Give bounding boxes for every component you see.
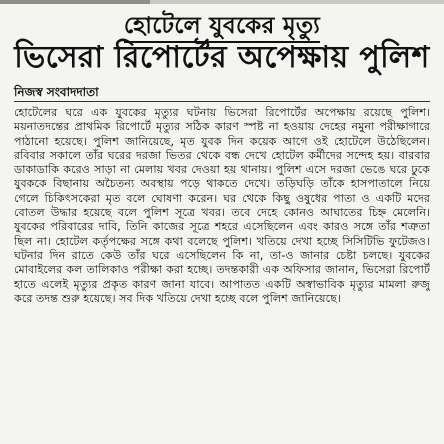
byline-divider	[14, 101, 430, 102]
article-kicker	[0, 12, 444, 43]
article-byline: নিজস্ব সংবাদদাতা	[14, 85, 99, 99]
top-divider-accent	[0, 0, 150, 4]
article-body: হোটেলের ঘরে এক যুবকের মৃত্যুর ঘটনায় ভিসেরা রিপোর্টের অপেক্ষায় রয়েছে পুলিশ। ময়নাতদন্তের প্রাথমিক রিপোর্টে মৃত্যুর সঠিক কারণ স্পষ্ট না হওয়ায় দেহের নমুনা পরীক্ষাগারে পাঠানো হয়েছে। পুলিশ জানিয়েছে, মৃত যুবক দিন কয়েক আগে ওই হোটেলে উঠেছিলেন। রবিবার সকালে তাঁর ঘরের দরজা ভিতর থেকে বন্ধ দেখে হোটেল কর্মীদের সন্দেহ হয়। বারবার ডাকাডাকি করেও সাড়া না মেলায় খবর দেওয়া হয় থানায়। পুলিশ এসে দরজা ভেঙে ঘরে ঢুকে যুবককে বিছানায় অচৈতন্য অবস্থায় পড়ে থাকতে দেখে। তড়িঘড়ি তাঁকে হাসপাতালে নিয়ে গেলে চিকিৎসকেরা মৃত বলে ঘোষণা করেন। ঘর থেকে কিছু ওষুধের পাতা ও একটি মদের বোতল উদ্ধার হয়েছে বলে পুলিশ সূত্রে খবর। তবে দেহে কোনও আঘাতের চিহ্ন মেলেনি। যুবকের পরিবারের দাবি, তিনি কাজের সূত্রে শহরে এসেছিলেন এবং কারও সঙ্গে তাঁর শত্রুতা ছিল না। হোটেল কর্তৃপক্ষের সঙ্গে কথা বলেছে পুলিশ। খতিয়ে দেখা হচ্ছে সিসিটিভি ফুটেজও। ঘটনার দিন রাতে কেউ তাঁর ঘরে এসেছিলেন কি না, তা-ও জানার চেষ্টা চলছে। যুবকের মোবাইলের কল তালিকাও পরীক্ষা করা হচ্ছে। তদন্তকারী এক অফিসার জানান, ভিসেরা রিপোর্ট হাতে এলেই মৃত্যুর প্রকৃত কারণ জানা যাবে। আপাতত একটি অস্বাভাবিক মৃত্যুর মামলা রুজু করে তদন্ত শুরু হয়েছে। সব দিক খতিয়ে দেখা হচ্ছে বলে পুলিশ জানিয়েছে।	[14, 106, 430, 305]
article-headline: ভিসেরা রিপোর্টের অপেক্ষায় পুলিশ	[14, 40, 430, 75]
article-kicker-text: হোটেলে যুবকের মৃত্যু	[124, 12, 320, 43]
